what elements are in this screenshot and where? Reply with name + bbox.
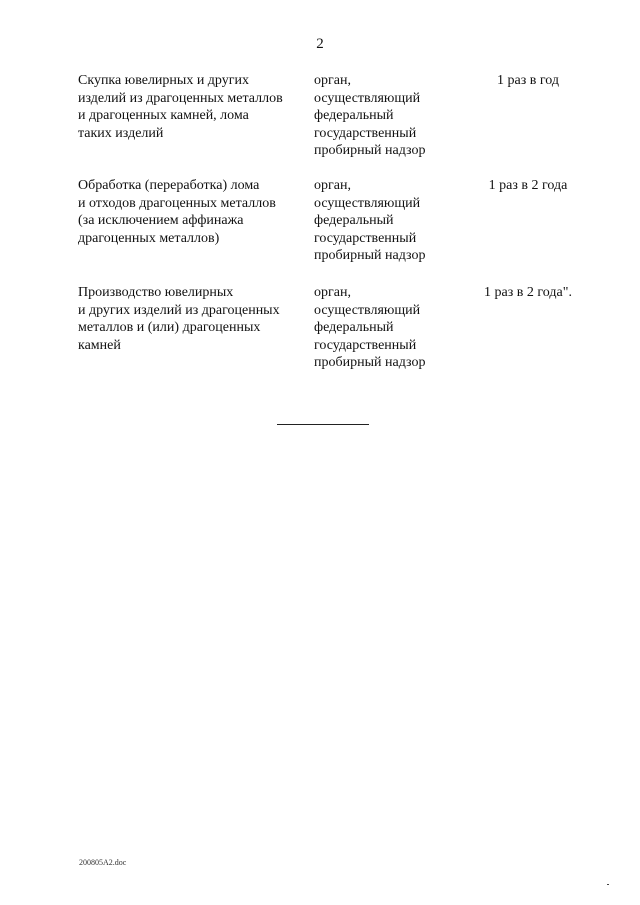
authority-line: пробирный надзор	[314, 248, 426, 263]
activity-line: таких изделий	[78, 125, 164, 141]
end-separator	[277, 424, 369, 425]
authority-line: орган,	[314, 178, 351, 193]
authority-line: федеральный	[314, 108, 394, 123]
authority-line: федеральный	[314, 213, 394, 228]
activity-cell	[78, 284, 310, 354]
authority-cell	[314, 177, 454, 265]
activity-line: и отходов драгоценных металлов	[78, 195, 276, 211]
authority-line: пробирный надзор	[314, 143, 426, 158]
activity-cell	[78, 177, 310, 247]
frequency-cell: 1 раз в 2 года	[488, 178, 568, 193]
authority-line: государственный	[314, 230, 417, 246]
authority-cell	[314, 72, 454, 160]
activity-line: Скупка ювелирных и других	[78, 73, 249, 88]
authority-line: государственный	[314, 337, 417, 353]
activity-line: драгоценных металлов)	[78, 230, 220, 246]
authority-line: государственный	[314, 125, 417, 141]
authority-line: орган,	[314, 285, 351, 300]
activity-line: камней	[78, 337, 121, 353]
activity-line: и других изделий из драгоценных	[78, 302, 280, 318]
frequency-cell: 1 раз в год	[497, 73, 559, 88]
activity-cell	[78, 72, 310, 142]
authority-line: пробирный надзор	[314, 355, 426, 370]
activity-line: Производство ювелирных	[78, 285, 234, 300]
authority-line: осуществляющий	[314, 195, 421, 211]
authority-line: осуществляющий	[314, 302, 421, 318]
authority-cell	[314, 284, 454, 372]
page-number: 2	[316, 36, 324, 52]
authority-line: федеральный	[314, 320, 394, 335]
activity-line: изделий из драгоценных металлов	[78, 90, 283, 106]
frequency-cell: 1 раз в 2 года".	[484, 285, 572, 300]
activity-line: (за исключением аффинажа	[78, 213, 244, 228]
scan-speck	[607, 884, 609, 885]
footer-filename: 200805A2.doc	[79, 858, 127, 867]
authority-line: осуществляющий	[314, 90, 421, 106]
authority-line: орган,	[314, 73, 351, 88]
activity-line: металлов и (или) драгоценных	[78, 320, 261, 335]
activity-line: и драгоценных камней, лома	[78, 108, 249, 123]
activity-line: Обработка (переработка) лома	[78, 178, 260, 193]
